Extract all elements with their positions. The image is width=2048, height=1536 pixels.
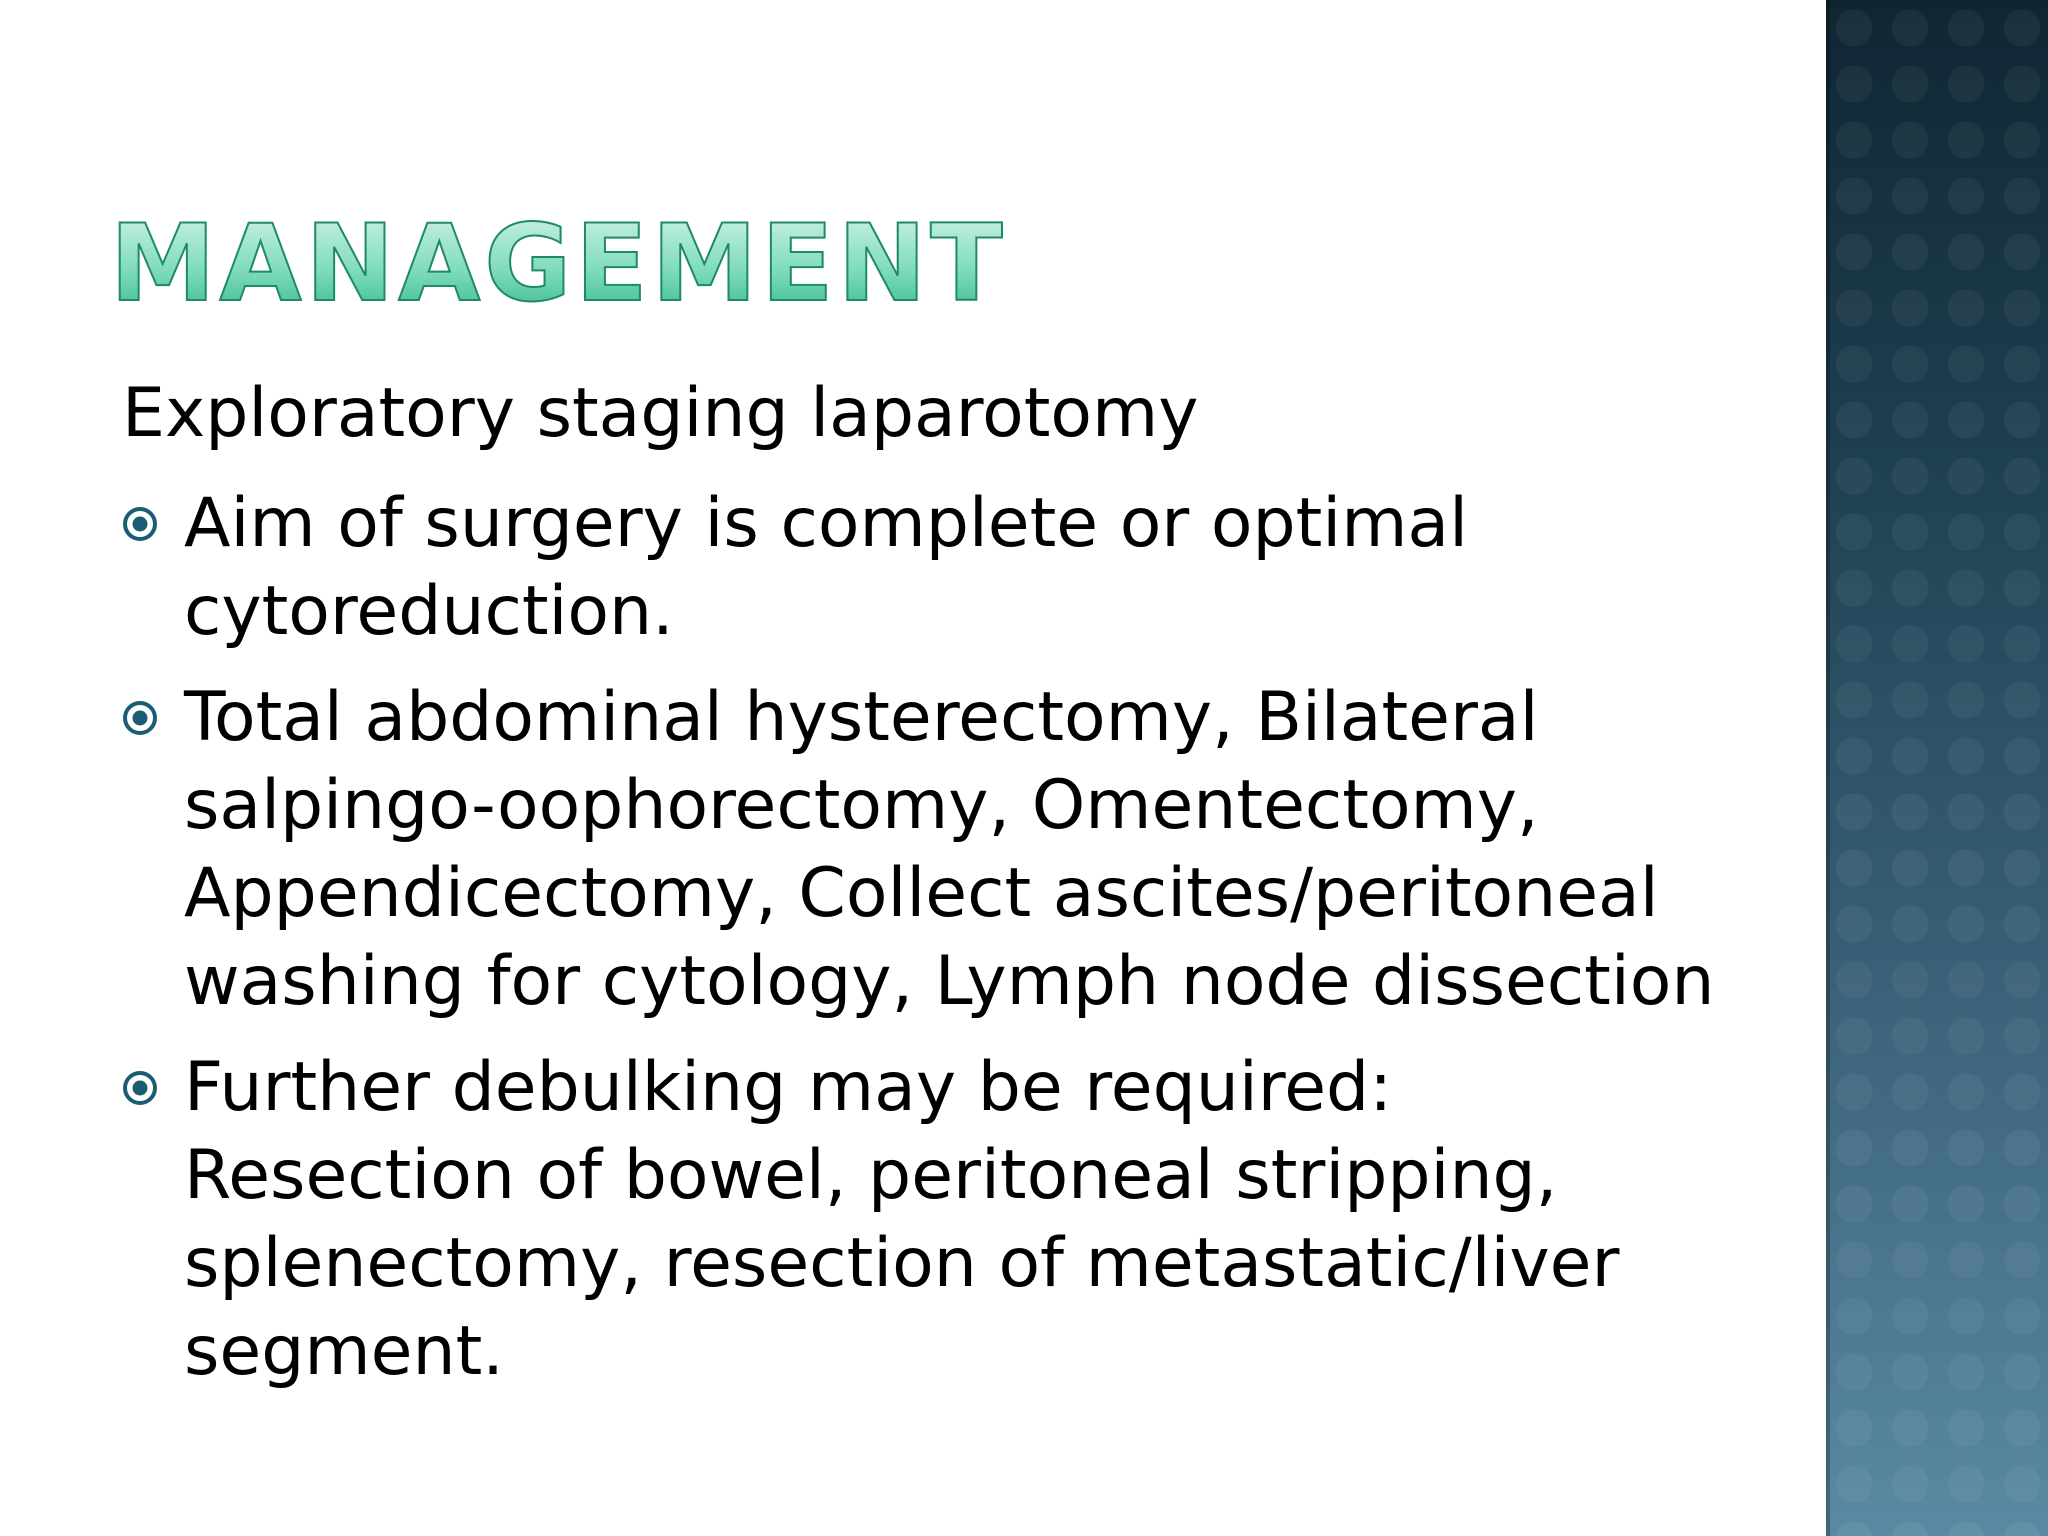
slide-body xyxy=(122,370,1742,1414)
decorative-side-panel xyxy=(1826,0,2048,1536)
circle-dot-bullet-icon xyxy=(122,700,158,736)
circle-dot-bullet-icon xyxy=(122,1070,158,1106)
bullet-text: Aim of surgery is complete or optimal cytoreduction. xyxy=(184,484,1468,651)
bullet-item xyxy=(122,674,1742,1026)
bullet-text: Further debulking may be required: Resection of bowel, peritoneal stripping, splenectomy, resection of metastatic/liver segment. xyxy=(184,1048,1620,1391)
circle-dot-bullet-icon xyxy=(122,506,158,542)
bullet-item xyxy=(122,1044,1742,1396)
slide-title-graphic xyxy=(110,200,1010,320)
bullet-text: Total abdominal hysterectomy, Bilateral salpingo-oophorectomy, Omentectomy, Appendicectomy, Collect ascites/peritoneal washing for cytology, Lymph node dissection xyxy=(184,678,1715,1021)
lead-line: Exploratory staging laparotomy xyxy=(122,374,1199,453)
slide-title xyxy=(110,200,1010,320)
bullet-item xyxy=(122,480,1742,656)
slide-title-text: Management xyxy=(110,202,1007,320)
bullet-list xyxy=(122,480,1742,1396)
